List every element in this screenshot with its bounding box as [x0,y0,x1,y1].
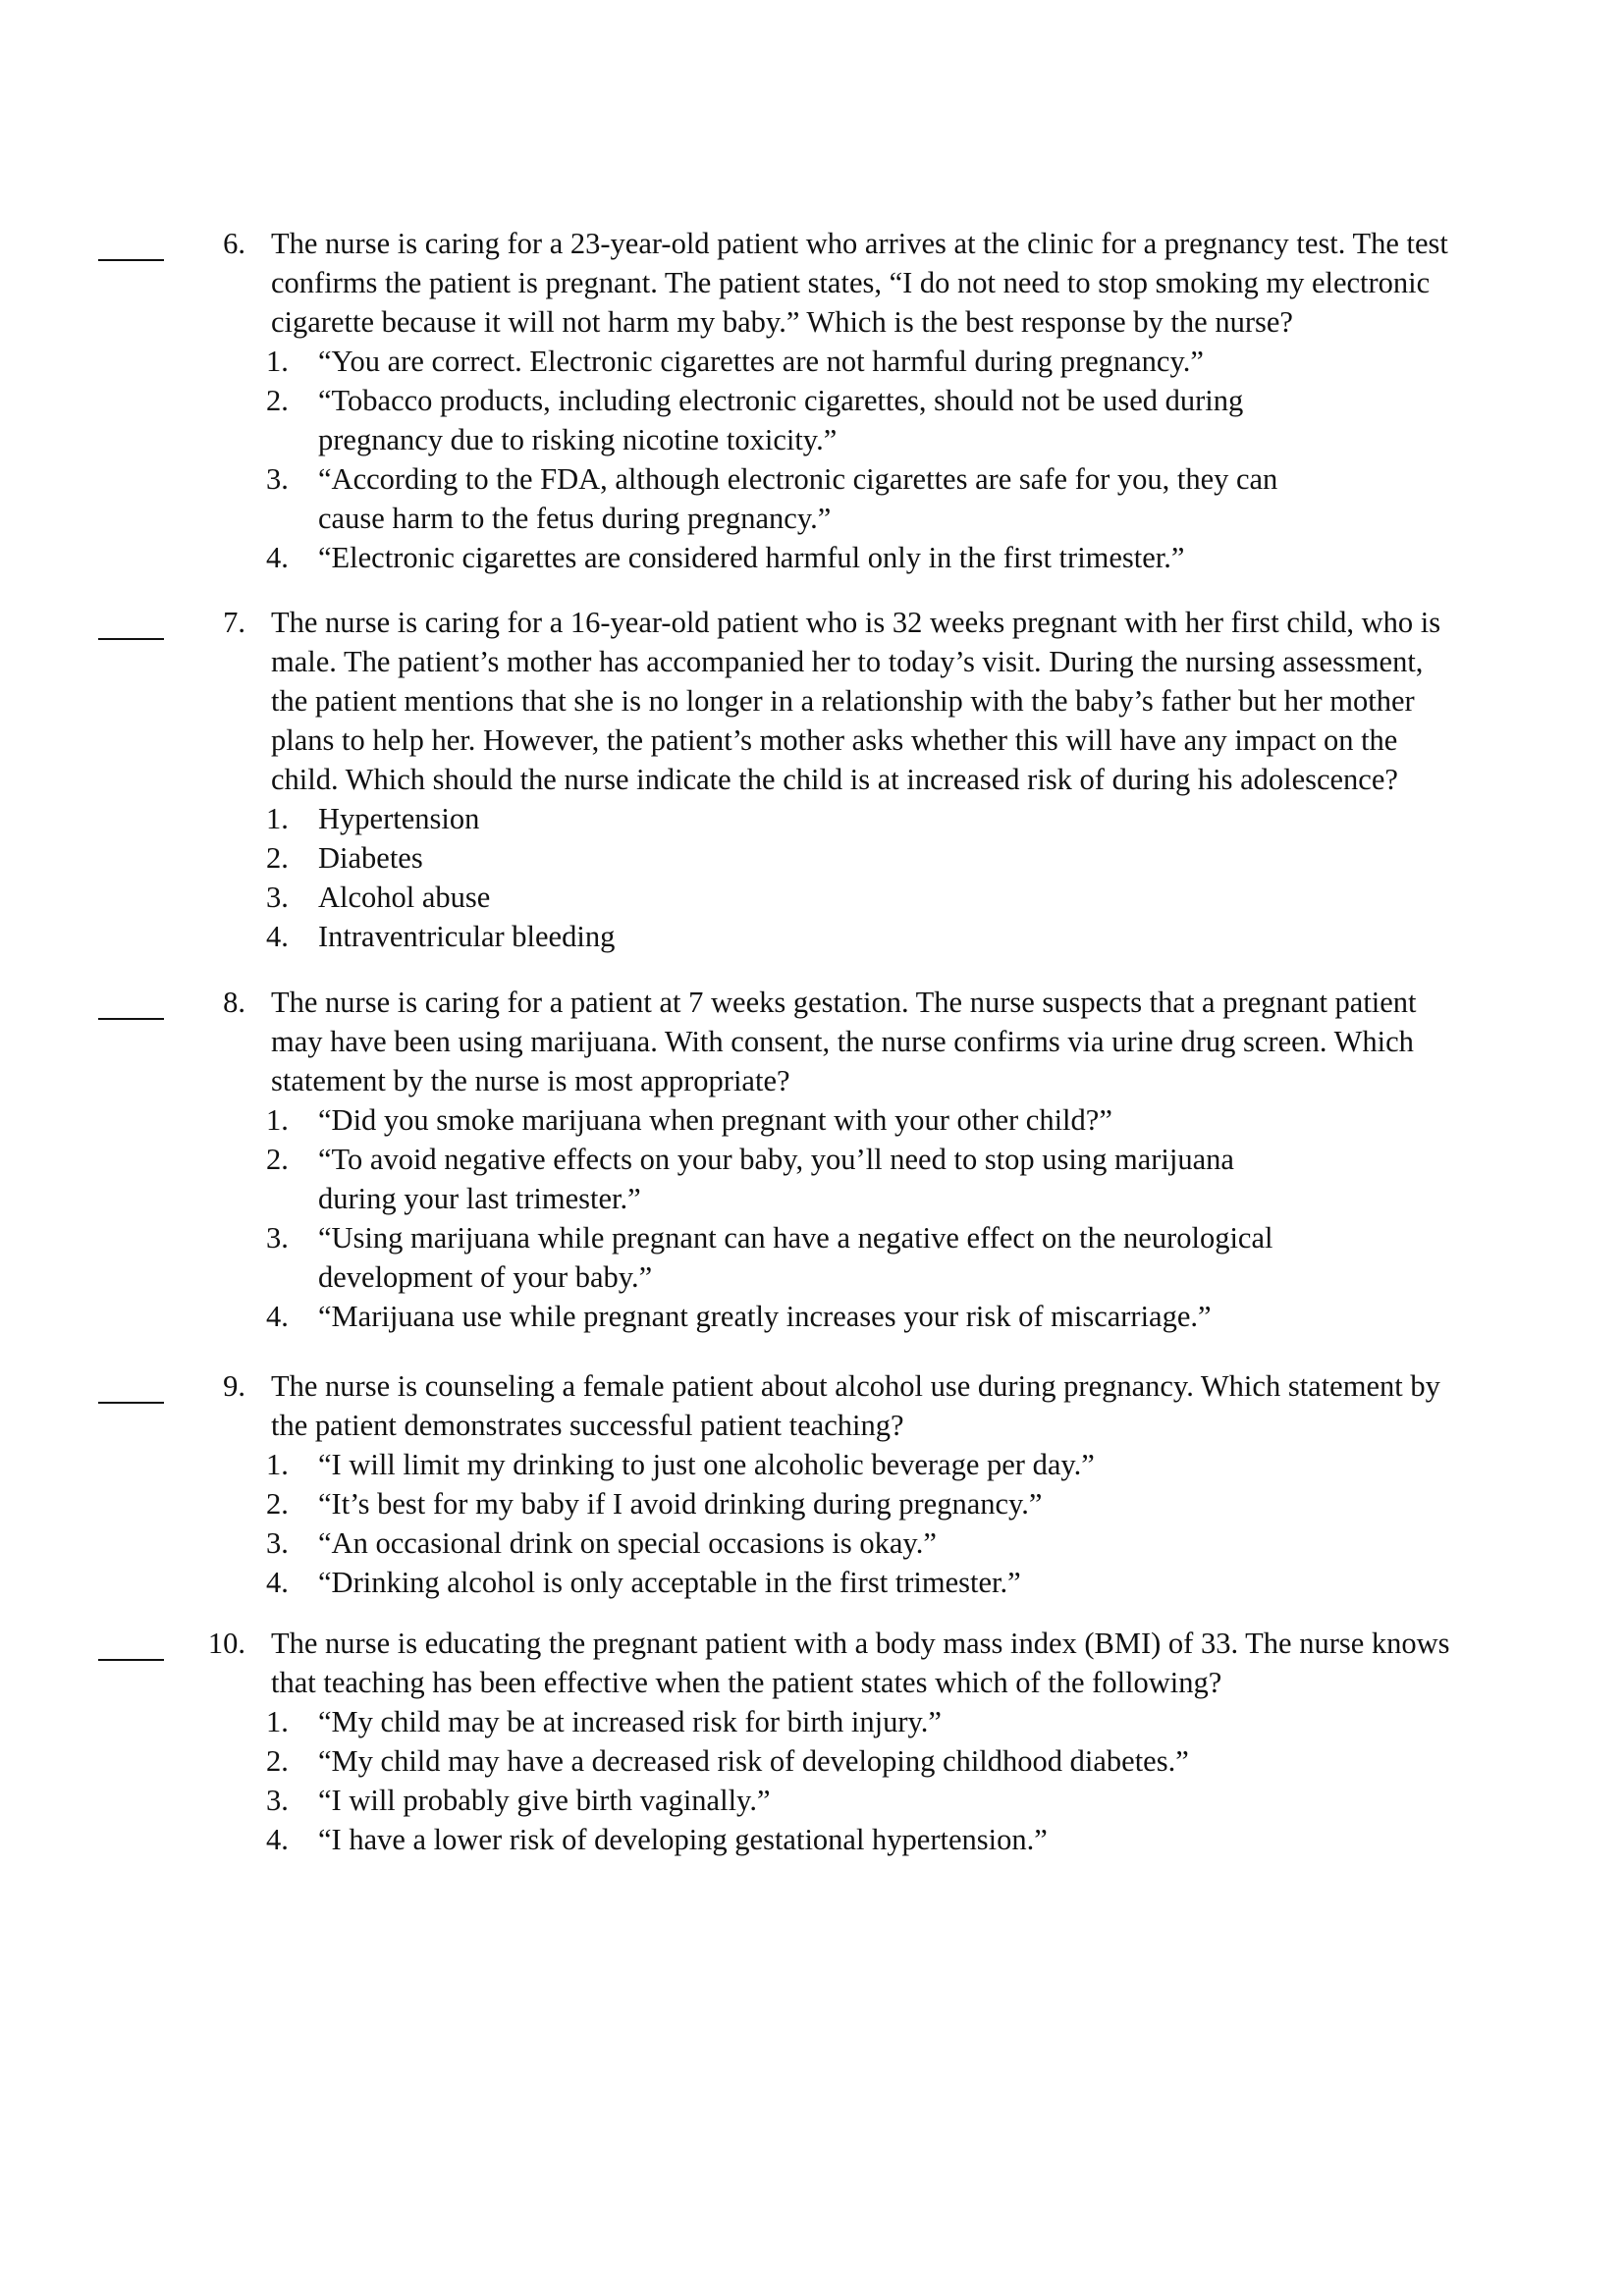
answer-option [266,1445,1572,1484]
option-text: “My child may have a decreased risk of developing childhood diabetes.” [318,1744,1189,1778]
option-text: “Marijuana use while pregnant greatly increases your risk of miscarriage.” [318,1300,1212,1333]
question-stem-line: confirms the patient is pregnant. The patient states, “I do not need to stop smoking my electronic [271,266,1431,299]
answer-option [266,1781,1572,1820]
answer-options [266,1702,1572,1859]
question-body [266,1366,1572,1602]
question-stem-line: the patient demonstrates successful patient teaching? [271,1409,904,1442]
question-body [266,603,1572,956]
answer-option [266,459,1572,538]
answer-option [266,917,1572,956]
option-number: 2. [266,384,289,417]
answer-option [266,1100,1572,1140]
option-text: “Did you smoke marijuana when pregnant with your other child?” [318,1103,1112,1137]
answer-option [266,878,1572,917]
option-number: 4. [266,920,289,953]
option-number: 1. [266,1448,289,1481]
option-text: “My child may be at increased risk for birth injury.” [318,1705,942,1738]
question-number: 9. [223,1369,245,1403]
question-body [266,224,1572,577]
question-stem-line: male. The patient’s mother has accompanied her to today’s visit. During the nursing assessment, [271,645,1424,678]
option-text: “To avoid negative effects on your baby, you’ll need to stop using marijuana [318,1143,1234,1176]
answer-option [266,1702,1572,1741]
question-number: 8. [223,986,245,1019]
answer-blank-line [98,222,164,261]
question-stem-line: may have been using marijuana. With consent, the nurse confirms via urine drug screen. Which [271,1025,1414,1058]
answer-option [266,1741,1572,1781]
answer-options [266,342,1572,577]
option-text: cause harm to the fetus during pregnancy.” [318,502,832,535]
option-number: 4. [266,541,289,574]
option-text: Alcohol abuse [318,881,491,914]
option-number: 3. [266,1221,289,1255]
option-text: “Tobacco products, including electronic cigarettes, should not be used during [318,384,1244,417]
option-number: 4. [266,1566,289,1599]
question-stem-line: that teaching has been effective when the patient states which of the following? [271,1666,1222,1699]
option-text: “Drinking alcohol is only acceptable in the first trimester.” [318,1566,1021,1599]
option-text: “I will limit my drinking to just one alcoholic beverage per day.” [318,1448,1095,1481]
option-number: 3. [266,1526,289,1560]
option-text: “According to the FDA, although electronic cigarettes are safe for you, they can [318,462,1278,496]
answer-option [266,799,1572,838]
question-stem-line: the patient mentions that she is no longer in a relationship with the baby’s father but her mother [271,684,1415,718]
answer-option [266,1140,1572,1218]
question-stem-line: The nurse is caring for a 23-year-old patient who arrives at the clinic for a pregnancy test. The test [271,227,1448,260]
question-stem-line: child. Which should the nurse indicate the child is at increased risk of during his adolescence? [271,763,1398,796]
option-text: “You are correct. Electronic cigarettes are not harmful during pregnancy.” [318,345,1204,378]
option-number: 2. [266,841,289,875]
answer-option [266,1297,1572,1336]
answer-option [266,1484,1572,1523]
option-number: 1. [266,1103,289,1137]
question-stem-line: statement by the nurse is most appropriate? [271,1064,790,1097]
option-number: 1. [266,345,289,378]
option-text: “It’s best for my baby if I avoid drinking during pregnancy.” [318,1487,1043,1521]
answer-option [266,1218,1572,1297]
question-stem-line: The nurse is caring for a patient at 7 weeks gestation. The nurse suspects that a pregnant patient [271,986,1417,1019]
option-text: “Electronic cigarettes are considered harmful only in the first trimester.” [318,541,1185,574]
option-number: 3. [266,1784,289,1817]
answer-options [266,1445,1572,1602]
option-number: 4. [266,1300,289,1333]
option-text: “I will probably give birth vaginally.” [318,1784,771,1817]
answer-blank-line [98,1364,164,1404]
answer-blank-line [98,601,164,640]
option-text: pregnancy due to risking nicotine toxicity.” [318,423,838,456]
answer-option [266,538,1572,577]
answer-blank-line [98,1622,164,1661]
option-number: 1. [266,1705,289,1738]
answer-options [266,799,1572,956]
question-number: 7. [223,606,245,639]
answer-option [266,838,1572,878]
option-number: 4. [266,1823,289,1856]
answer-option [266,1563,1572,1602]
option-number: 1. [266,802,289,835]
question-body [266,1624,1572,1859]
answer-option [266,1820,1572,1859]
option-text: development of your baby.” [318,1260,653,1294]
option-text: “An occasional drink on special occasions is okay.” [318,1526,937,1560]
question-stem-line: The nurse is counseling a female patient about alcohol use during pregnancy. Which statement by [271,1369,1440,1403]
option-number: 2. [266,1744,289,1778]
question-stem-line: cigarette because it will not harm my baby.” Which is the best response by the nurse? [271,305,1293,339]
option-text: “I have a lower risk of developing gestational hypertension.” [318,1823,1048,1856]
question-number: 6. [223,227,245,260]
question-number: 10. [207,1627,245,1660]
question-stem-line: The nurse is caring for a 16-year-old patient who is 32 weeks pregnant with her first child, who is [271,606,1441,639]
question-stem-line: plans to help her. However, the patient’s mother asks whether this will have any impact on the [271,723,1398,757]
option-text: Intraventricular bleeding [318,920,616,953]
option-text: during your last trimester.” [318,1182,641,1215]
answer-option [266,1523,1572,1563]
answer-option [266,381,1572,459]
answer-option [266,342,1572,381]
option-number: 3. [266,881,289,914]
answer-options [266,1100,1572,1336]
option-number: 3. [266,462,289,496]
option-text: Diabetes [318,841,423,875]
question-body [266,983,1572,1336]
option-number: 2. [266,1143,289,1176]
option-text: Hypertension [318,802,480,835]
answer-blank-line [98,981,164,1020]
question-stem-line: The nurse is educating the pregnant patient with a body mass index (BMI) of 33. The nurse knows [271,1627,1450,1660]
option-number: 2. [266,1487,289,1521]
option-text: “Using marijuana while pregnant can have a negative effect on the neurological [318,1221,1273,1255]
